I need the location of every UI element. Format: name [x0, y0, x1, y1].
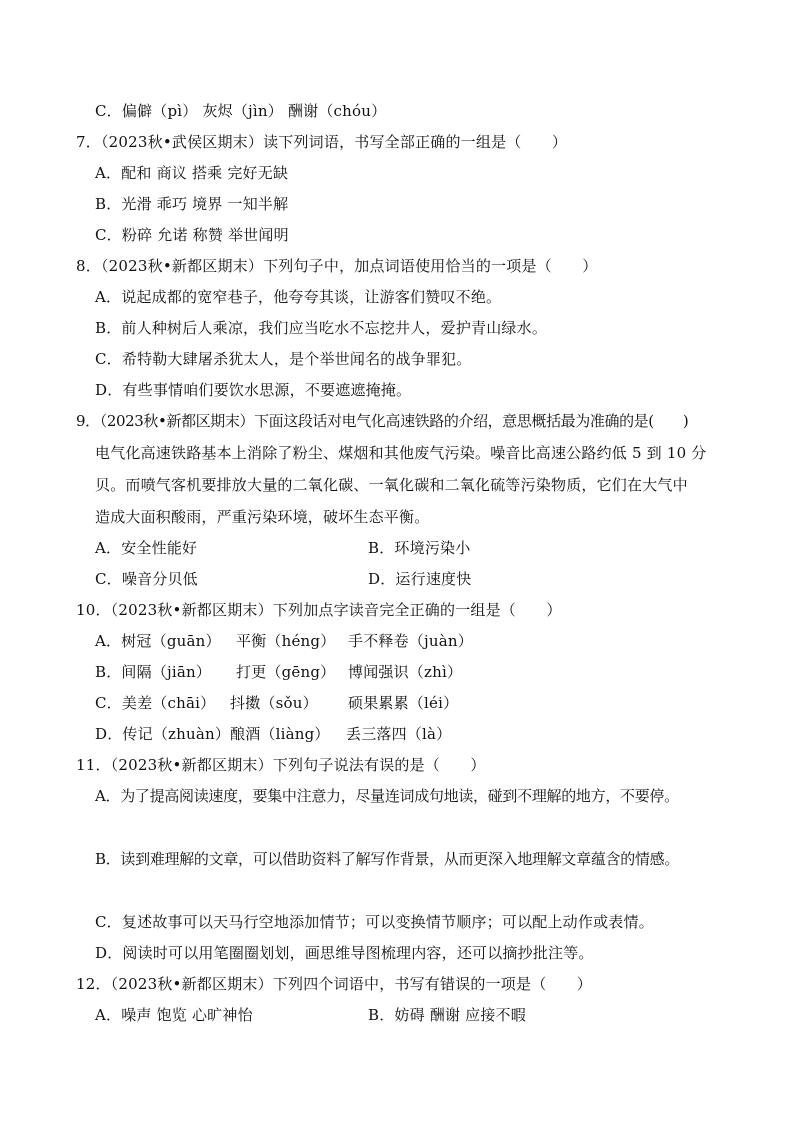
- q9-option-d: D．运行速度快: [368, 570, 472, 588]
- q10-option-c-word3: 硕果累累（léi）: [348, 694, 459, 712]
- q10-option-a-word1: A．树冠（guān）: [95, 632, 221, 650]
- q8-option-d: D．有些事情咱们要饮水思源，不要遮遮掩掩。: [95, 381, 412, 399]
- q9-option-a: A．安全性能好: [95, 539, 198, 557]
- q7-option-c: C．粉碎 允诺 称赞 举世闻明: [95, 226, 289, 244]
- q7-option-a: A．配和 商议 搭乘 完好无缺: [95, 164, 289, 182]
- q9-stem: 9．（2023秋•新都区期末）下面这段话对电气化高速铁路的介绍，意思概括最为准确的是( ): [76, 412, 689, 430]
- q11-option-a: A．为了提高阅读速度，要集中注意力，尽量连词成句地读，碰到不理解的地方，不要停。: [95, 787, 679, 805]
- q11-stem: 11．（2023秋•新都区期末）下列句子说法有误的是（ ）: [76, 756, 486, 774]
- q8-option-a: A．说起成都的宽窄巷子，他夸夸其谈，让游客们赞叹不绝。: [95, 288, 502, 306]
- q8-option-b: B．前人种树后人乘凉，我们应当吃水不忘挖井人，爱护青山绿水。: [95, 319, 548, 337]
- q8-option-c: C．希特勒大肆屠杀犹太人，是个举世闻名的战争罪犯。: [95, 350, 472, 368]
- q12-option-a: A．噪声 饱览 心旷神怡: [95, 1006, 253, 1024]
- q9-passage-line3: 造成大面积酸雨，严重污染环境，破坏生态平衡。: [95, 508, 430, 526]
- q10-option-d-word3: 丢三落四（là）: [346, 725, 452, 743]
- q11-option-d: D．阅读时可以用笔圈圈划划，画思维导图梳理内容，还可以摘抄批注等。: [95, 944, 594, 962]
- q10-option-a-word3: 手不释卷（juàn）: [348, 632, 473, 650]
- q12-stem: 12．（2023秋•新都区期末）下列四个词语中，书写有错误的一项是（ ）: [76, 975, 593, 993]
- q9-option-b: B．环境污染小: [368, 539, 471, 557]
- q7-option-b: B．光滑 乖巧 境界 一知半解: [95, 195, 289, 213]
- q10-option-c-word2: 抖擞（sǒu）: [230, 694, 318, 712]
- q8-stem: 8．（2023秋•新都区期末）下列句子中，加点词语使用恰当的一项是（ ）: [76, 257, 598, 275]
- q10-option-b-word1: B．间隔（jiān）: [95, 663, 212, 681]
- q6-option-c: C．偏僻（pì） 灰烬（jìn） 酬谢（chóu）: [95, 102, 387, 120]
- q10-stem: 10．（2023秋•新都区期末）下列加点字读音完全正确的一组是（ ）: [76, 601, 562, 619]
- q10-option-d-word2: 酿酒（liàng）: [230, 725, 330, 743]
- q10-option-d-word1: D．传记（zhuàn）: [95, 725, 231, 743]
- q9-passage-line2: 贝。而喷气客机要排放大量的二氧化碳、一氧化碳和二氧化硫等污染物质，它们在大气中: [95, 476, 688, 494]
- q12-option-b: B．妨碍 酬谢 应接不暇: [368, 1006, 526, 1024]
- q10-option-b-word2: 打更（gēng）: [236, 663, 336, 681]
- q11-option-b: B．读到难理解的文章，可以借助资料了解写作背景，从而更深入地理解文章蕴含的情感。: [95, 850, 680, 868]
- q9-option-c: C．噪音分贝低: [95, 570, 198, 588]
- q7-stem: 7．（2023秋•武侯区期末）读下列词语，书写全部正确的一组是（ ）: [76, 133, 568, 151]
- q10-option-a-word2: 平衡（héng）: [236, 632, 336, 650]
- q11-option-c: C．复述故事可以天马行空地添加情节；可以变换情节顺序；可以配上动作或表情。: [95, 913, 654, 931]
- q9-passage-line1: 电气化高速铁路基本上消除了粉尘、煤烟和其他废气污染。噪音比高速公路约低 5 到 10 分: [95, 444, 707, 462]
- q10-option-c-word1: C．美差（chāi）: [95, 694, 216, 712]
- q10-option-b-word3: 博闻强识（zhì）: [348, 663, 463, 681]
